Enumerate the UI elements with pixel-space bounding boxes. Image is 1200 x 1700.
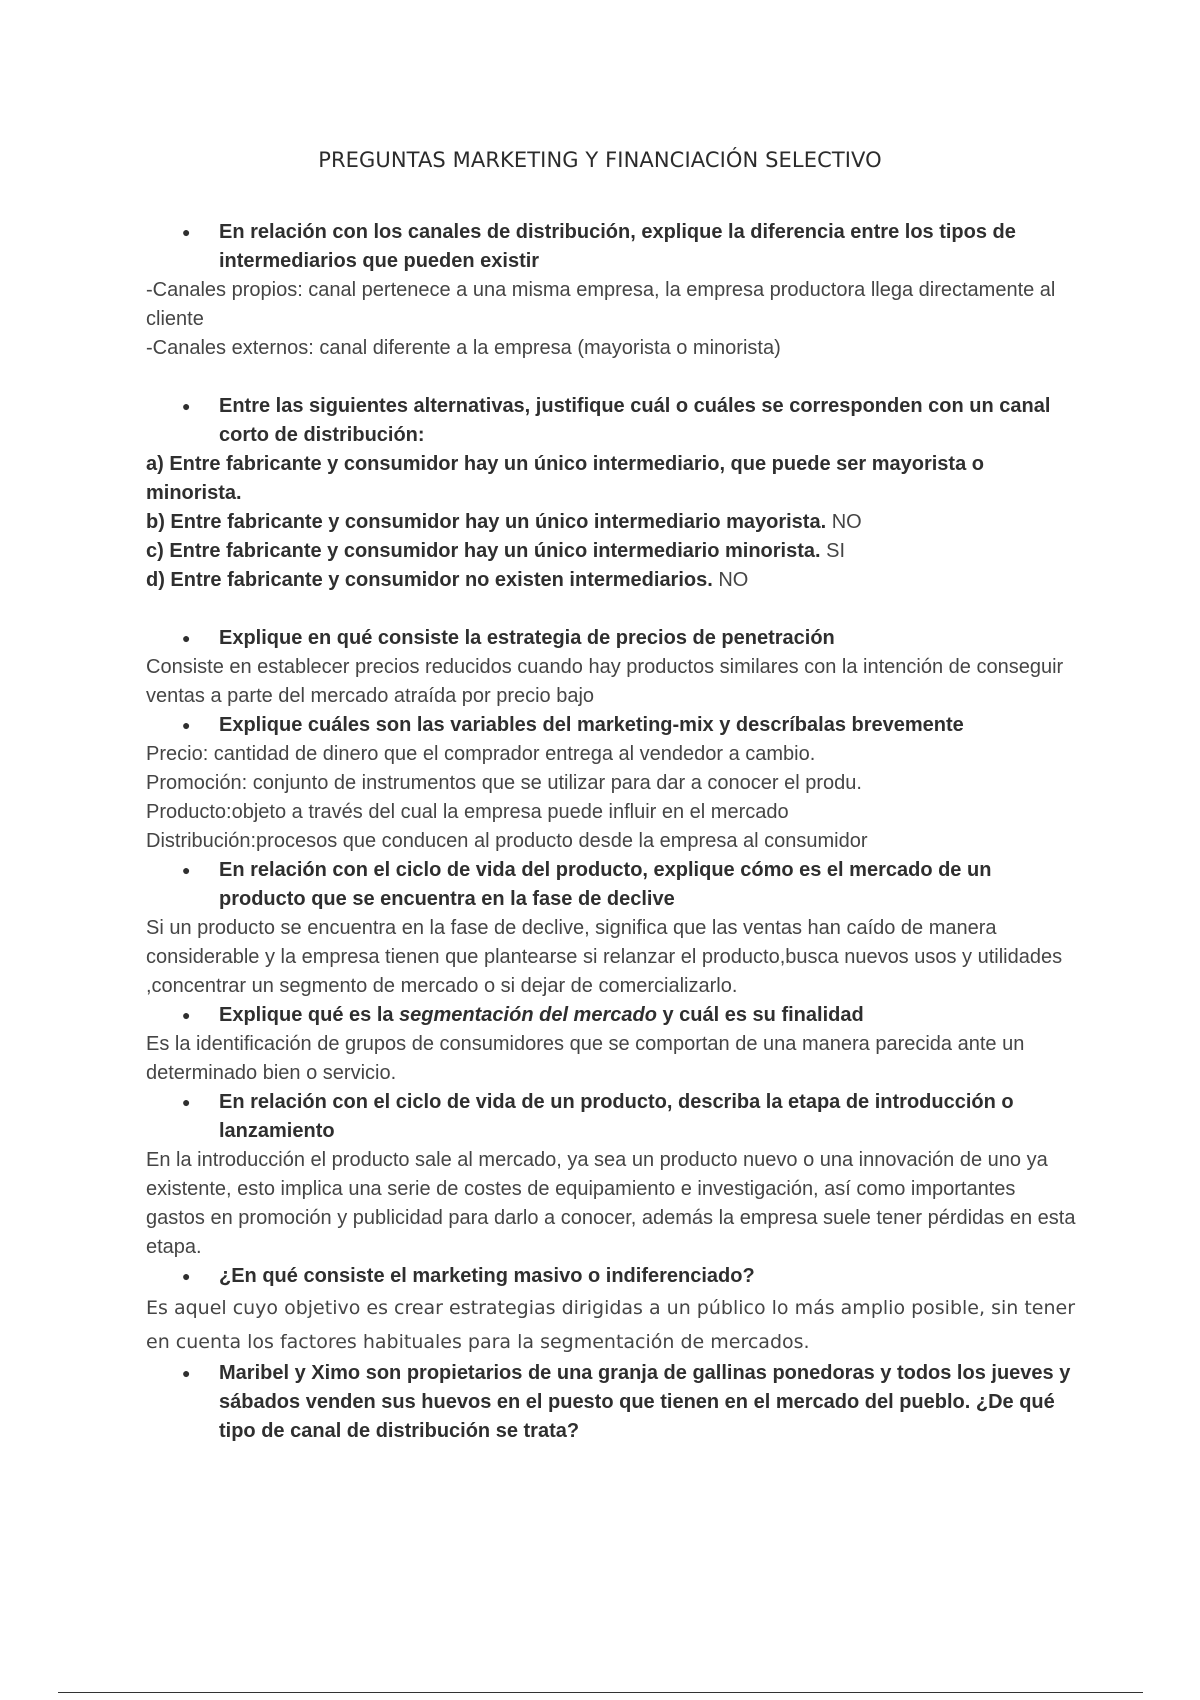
- bullet-icon: ●: [182, 224, 191, 240]
- question-2: [146, 392, 1076, 450]
- bullet-icon: ●: [182, 1094, 191, 1110]
- bullet-icon: ●: [182, 1268, 191, 1284]
- question-7: [146, 1088, 1076, 1146]
- option-answer: SI: [826, 540, 846, 562]
- bullet-icon: ●: [182, 1007, 191, 1023]
- option-answer: NO: [831, 511, 862, 533]
- question-text: Entre las siguientes alternativas, justifique cuál o cuáles se corresponden con un canal corto de distribución:: [219, 395, 1051, 446]
- bullet-icon: ●: [182, 717, 191, 733]
- answer-text: Si un producto se encuentra en la fase de declive, significa que las ventas han caído de manera considerable y la empresa tienen que plantearse si relanzar el producto,busca nuevos usos y utilidades ,concentrar un segmento de mercado o si dejar de comercializarlo.: [146, 917, 1063, 997]
- document-title: PREGUNTAS MARKETING Y FINANCIACIÓN SELECTIVO: [318, 148, 882, 172]
- question-5: [146, 856, 1076, 914]
- option-d: d) Entre fabricante y consumidor no existen intermediarios. NO: [146, 569, 749, 591]
- question-text: En relación con los canales de distribución, explique la diferencia entre los tipos de intermediarios que pueden existir: [219, 221, 1016, 272]
- answer-text: Consiste en establecer precios reducidos cuando hay productos similares con la intención de conseguir ventas a parte del mercado atraída por precio bajo: [146, 656, 1064, 707]
- answer-text: Precio: cantidad de dinero que el comprador entrega al vendedor a cambio.: [146, 743, 816, 765]
- answer-text: Promoción: conjunto de instrumentos que se utilizar para dar a conocer el produ.: [146, 772, 862, 794]
- question-1: [146, 218, 1076, 276]
- bullet-icon: ●: [182, 862, 191, 878]
- bullet-icon: ●: [182, 630, 191, 646]
- answer-text: Es aquel cuyo objetivo es crear estrategias dirigidas a un público lo más amplio posible, sin tener en cuenta los factores habituales para la segmentación de mercados.: [146, 1297, 1076, 1353]
- question-text: En relación con el ciclo de vida del producto, explique cómo es el mercado de un producto que se encuentra en la fase de declive: [219, 859, 992, 910]
- question-text: ¿En qué consiste el marketing masivo o indiferenciado?: [219, 1265, 755, 1287]
- option-answer: NO: [718, 569, 749, 591]
- answer-text: Producto:objeto a través del cual la empresa puede influir en el mercado: [146, 801, 789, 823]
- question-6: [146, 1001, 1076, 1030]
- question-text: Explique en qué consiste la estrategia de precios de penetración: [219, 627, 835, 649]
- option-a: a) Entre fabricante y consumidor hay un único intermediario, que puede ser mayorista o minorista.: [146, 453, 984, 504]
- answer-text: Es la identificación de grupos de consumidores que se comportan de una manera parecida ante un determinado bien o servicio.: [146, 1033, 1025, 1084]
- answer-text: -Canales externos: canal diferente a la empresa (mayorista o minorista): [146, 337, 781, 359]
- question-text: En relación con el ciclo de vida de un producto, describa la etapa de introducción o lanzamiento: [219, 1091, 1014, 1142]
- document-body: [146, 218, 1076, 1446]
- question-3: [146, 624, 1076, 653]
- question-4: [146, 711, 1076, 740]
- bullet-icon: ●: [182, 1365, 191, 1381]
- footer-divider: [58, 1692, 1143, 1693]
- answer-text: En la introducción el producto sale al mercado, ya sea un producto nuevo o una innovación de uno ya existente, esto implica una serie de costes de equipamiento e investigación, así como importantes gastos en promoción y publicidad para darlo a conocer, además la empresa suele tener pérdidas en esta etapa.: [146, 1149, 1076, 1258]
- option-b: b) Entre fabricante y consumidor hay un único intermediario mayorista. NO: [146, 511, 862, 533]
- question-9: [146, 1359, 1076, 1446]
- question-text: Explique cuáles son las variables del marketing-mix y descríbalas brevemente: [219, 714, 964, 736]
- answer-text: Distribución:procesos que conducen al producto desde la empresa al consumidor: [146, 830, 868, 852]
- question-text: Maribel y Ximo son propietarios de una granja de gallinas ponedoras y todos los jueves y sábados venden sus huevos en el puesto que tienen en el mercado del pueblo. ¿De qué tipo de canal de distribución se trata?: [219, 1362, 1071, 1442]
- bullet-icon: ●: [182, 398, 191, 414]
- answer-text: -Canales propios: canal pertenece a una misma empresa, la empresa productora llega directamente al cliente: [146, 279, 1056, 330]
- question-8: [146, 1262, 1076, 1291]
- option-c: c) Entre fabricante y consumidor hay un único intermediario minorista. SI: [146, 540, 846, 562]
- question-text: Explique qué es la segmentación del mercado y cuál es su finalidad: [219, 1004, 864, 1026]
